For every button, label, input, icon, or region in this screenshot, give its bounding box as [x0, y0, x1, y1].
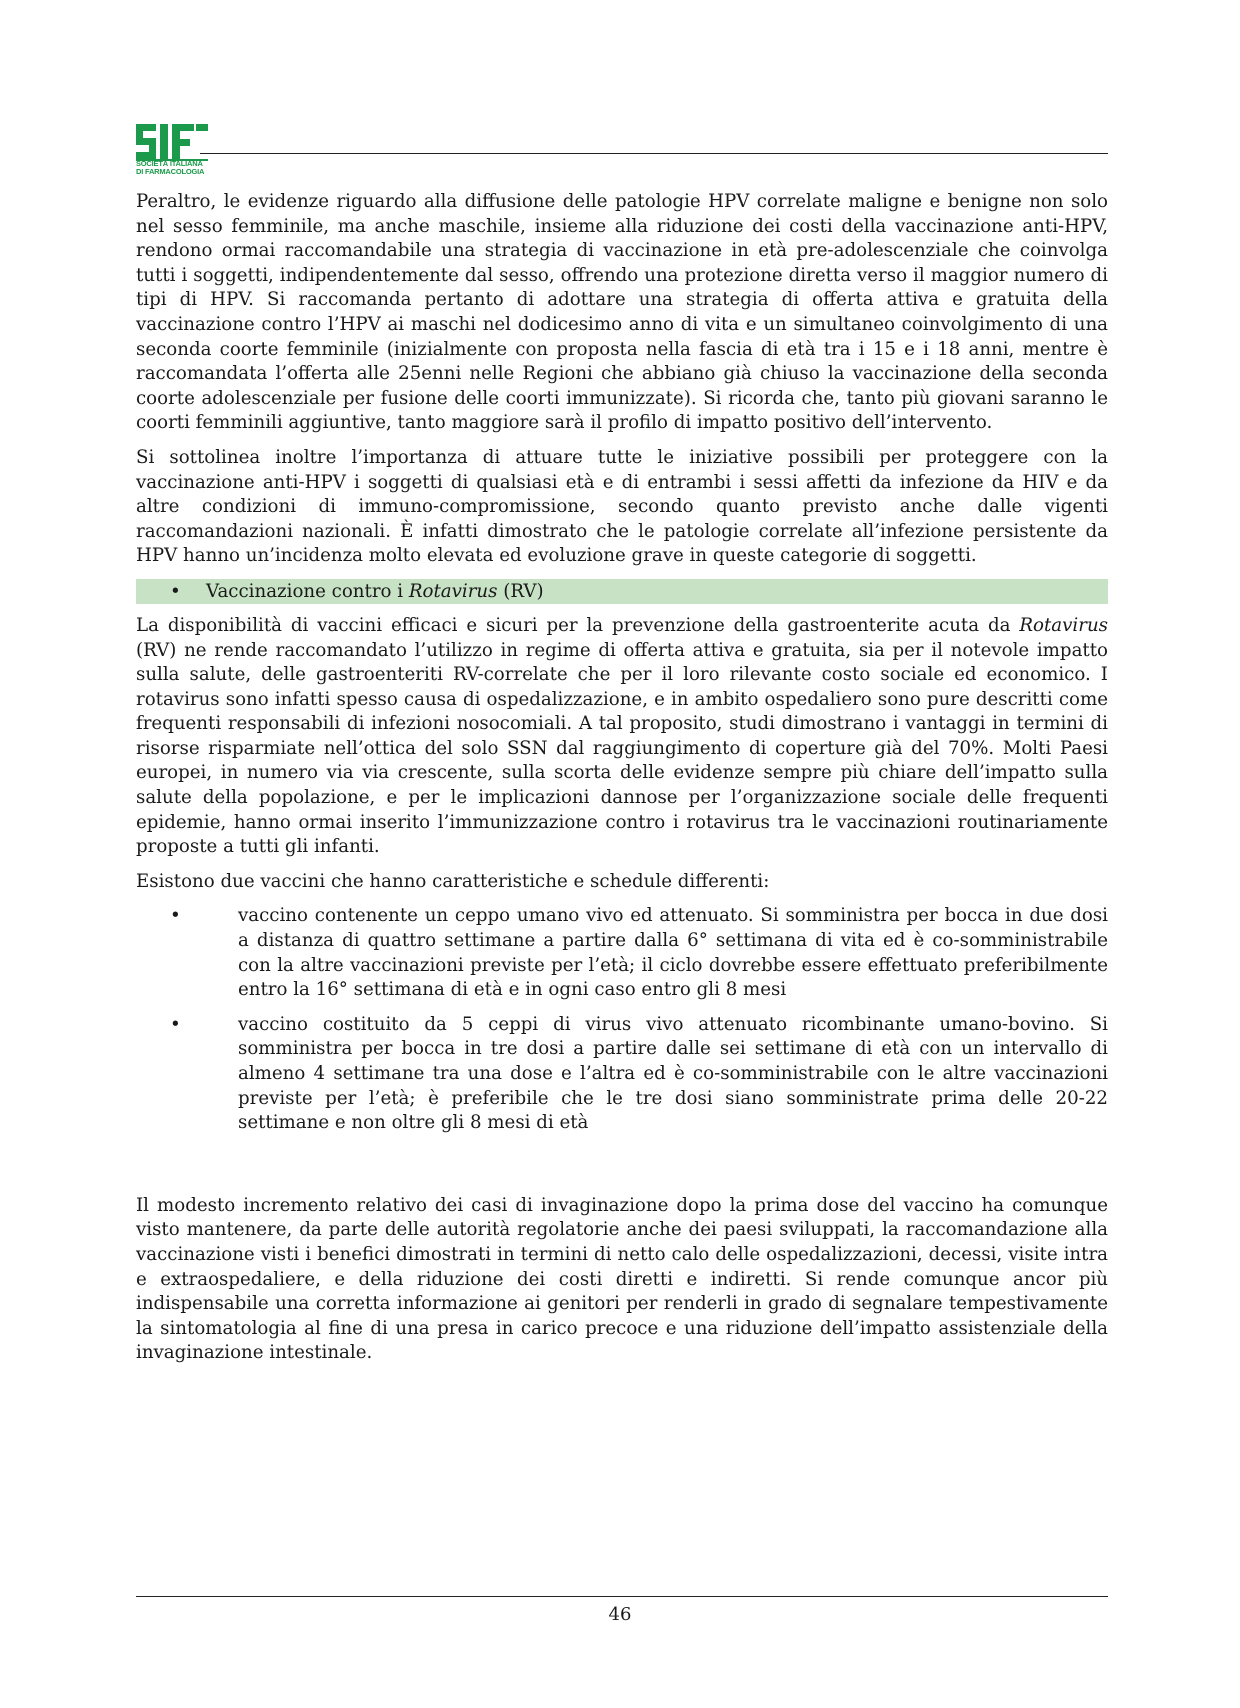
spacer — [136, 1146, 1108, 1194]
paragraph-rotavirus-intro — [136, 614, 1108, 860]
bullet-icon: • — [170, 580, 181, 602]
bullet-icon: • — [170, 1013, 181, 1035]
list-item-text: vaccino costituito da 5 ceppi di virus vivo attenuato ricombinante umano-bovino. Si somministra per bocca in tre dosi a partire dalle sei settimane di età con un intervallo di almeno 4 settimane tra una dose e l’altra ed è co-somministrabile con le altre vaccinazioni previste per l’età; è preferibile che le tre dosi siano somministrate prima delle 20-22 settimane e non oltre gli 8 mesi di età — [238, 1013, 1108, 1134]
list-item — [136, 1013, 1108, 1136]
bullet-icon: • — [170, 905, 181, 927]
footer-rule — [136, 1596, 1108, 1597]
list-intro: Esistono due vaccini che hanno caratteristiche e schedule differenti: — [136, 870, 770, 892]
vaccine-list — [136, 904, 1108, 1135]
rv-intro-before: La disponibilità di vaccini efficaci e sicuri per la prevenzione della gastroenterite acuta da — [136, 614, 1020, 636]
rv-intro-after: (RV) ne rende raccomandato l’utilizzo in regime di offerta attiva e gratuita, sia per il notevole impatto sulla salute, delle gastroenteriti RV-correlate che per il loro rilevante costo sociale ed economico. I rotavirus sono infatti spesso causa di ospedalizzazione, e in ambito ospedaliero sono pure descritti come frequenti responsabili di infezioni nosocomiali. A tal proposito, studi dimostrano i vantaggi in termini di risorse risparmiate nell’ottica del solo SSN dal raggiungimento di coperture già del 70%. Molti Paesi europei, in numero via via crescente, sulla scorta delle evidenze sempre più chiare dell’impatto sulla salute della popolazione, e per le implicazioni dannose per l’organizzazione sociale delle frequenti epidemie, hanno ormai inserito l’immunizzazione contro i rotavirus tra le vaccinazioni routinariamente proposte a tutti gli infanti. — [136, 639, 1108, 858]
heading-prefix: Vaccinazione contro i — [206, 580, 409, 602]
heading-italic: Rotavirus — [408, 580, 498, 602]
paragraph-invagination: Il modesto incremento relativo dei casi di invaginazione dopo la prima dose del vaccino ha comunque visto mantenere, da parte delle autorità regolatorie anche dei paesi sviluppati, la raccomandazione alla vaccinazione visti i benefici dimostrati in termini di netto calo delle ospedalizzazioni, decessi, visite intra e extraospedaliere, e della riduzione dei costi diretti e indiretti. Si rende comunque ancor più indispensabile una corretta informazione ai genitori per renderli in grado di segnalare tempestivamente la sintomatologia al fine di una presa in carico precoce e una riduzione dell’impatto assistenziale della invaginazione intestinale. — [136, 1194, 1108, 1364]
paragraph-hpv-strategy: Peraltro, le evidenze riguardo alla diffusione delle patologie HPV correlate maligne e benigne non solo nel sesso femminile, ma anche maschile, insieme alla riduzione dei costi della vaccinazione anti-HPV, rendono ormai raccomandabile una strategia di vaccinazione in età pre-adolescenziale che coinvolga tutti i soggetti, indipendentemente dal sesso, offrendo una protezione diretta verso il maggior numero di tipi di HPV. Si raccomanda pertanto di adottare una strategia di offerta attiva e gratuita della vaccinazione contro l’HPV ai maschi nel dodicesimo anno di vita e un simultaneo coinvolgimento di una seconda coorte femminile (inizialmente con proposta nella fascia di età tra i 15 e i 18 anni, mentre è raccomandata l’offerta alle 25enni nelle Regioni che abbiano già chiuso la vaccinazione della seconda coorte adolescenziale per fusione delle coorti immunizzate). Si ricorda che, tanto più giovani saranno le coorti femminili aggiuntive, tanto maggiore sarà il profilo di impatto positivo dell’intervento. — [136, 191, 1108, 434]
main-content — [136, 190, 1108, 1376]
section-heading-rotavirus — [136, 579, 1108, 604]
paragraph-hpv-immunocompromised: Si sottolinea inoltre l’importanza di attuare tutte le iniziative possibili per proteggere con la vaccinazione anti-HPV i soggetti di qualsiasi età e di entrambi i sessi affetti da infezione da HIV e da altre condizioni di immuno-compromissione, secondo quanto previsto anche dalle vigenti raccomandazioni nazionali. È infatti dimostrato che le patologie correlate all’infezione persistente da HPV hanno un’incidenza molto elevata ed evoluzione grave in queste categorie di soggetti. — [136, 446, 1108, 567]
logo-caption-line-2: DI FARMACOLOGIA — [136, 167, 205, 176]
logo-caption-line-1: SOCIETÀ ITALIANA — [136, 159, 203, 168]
sif-logo-mark-icon — [136, 122, 208, 162]
logo-caption — [136, 160, 226, 176]
list-item-text: vaccino contenente un ceppo umano vivo ed attenuato. Si somministra per bocca in due dosi a distanza di quattro settimane a partire dalla 6° settimana di vita ed è co-somministrabile con la altre vaccinazioni previste per l’età; il ciclo dovrebbe essere effettuato preferibilmente entro la 16° settimana di età e in ogni caso entro gli 8 mesi — [238, 905, 1108, 1001]
section-heading-text — [206, 579, 544, 604]
header-rule — [200, 153, 1108, 154]
list-item — [136, 904, 1108, 1002]
page-number: 46 — [608, 1604, 632, 1625]
rv-intro-italic: Rotavirus — [1019, 614, 1108, 636]
sif-logo — [136, 122, 216, 180]
heading-suffix: (RV) — [497, 580, 544, 602]
